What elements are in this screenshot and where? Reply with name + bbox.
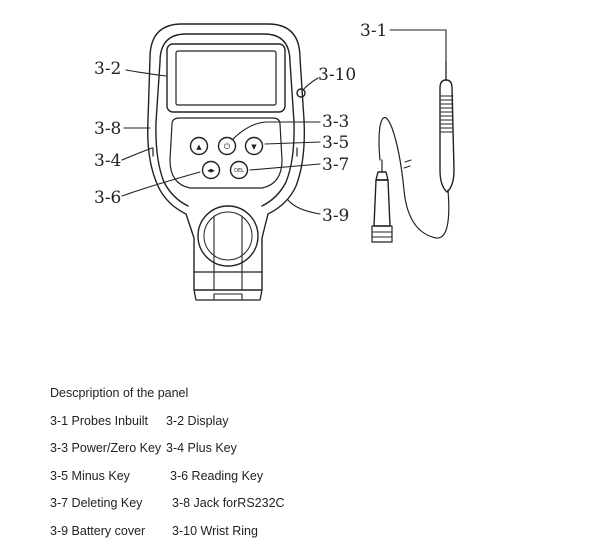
plus-key-mark: ▲ [196, 143, 202, 151]
device-body [148, 24, 305, 300]
probe-assembly [372, 62, 454, 242]
description-item: 3-3 Power/Zero Key [50, 435, 161, 462]
description-item: 3-1 Probes Inbuilt [50, 408, 148, 435]
callout-3-10: 3-10 [318, 65, 356, 85]
callout-3-9: 3-9 [322, 206, 349, 226]
minus-key-mark: ▼ [251, 143, 257, 151]
wrist-ring [297, 89, 305, 97]
callout-3-8: 3-8 [94, 119, 121, 139]
description-heading: Descpription of the panel [50, 380, 188, 407]
battery-cover [198, 206, 258, 266]
device-base [194, 272, 262, 300]
description-row [50, 518, 570, 545]
description-row [50, 435, 570, 463]
delete-key-mark: DEL [234, 168, 244, 174]
probe-handle [440, 80, 454, 192]
reading-key-mark: ◀▶ [207, 168, 215, 174]
description-heading-row [50, 380, 570, 408]
display-screen [176, 51, 276, 105]
description-item: 3-4 Plus Key [166, 435, 237, 462]
panel-description [50, 380, 570, 545]
callout-3-7: 3-7 [322, 155, 349, 175]
description-item: 3-10 Wrist Ring [172, 518, 258, 545]
description-item: 3-6 Reading Key [170, 463, 263, 490]
display-bezel [167, 44, 285, 112]
description-item: 3-7 Deleting Key [50, 490, 142, 517]
description-row [50, 408, 570, 436]
keypad-plate [170, 118, 282, 188]
callout-3-2: 3-2 [94, 59, 121, 79]
callout-3-3: 3-3 [322, 112, 349, 132]
callout-3-4: 3-4 [94, 151, 121, 171]
callout-3-6: 3-6 [94, 188, 121, 208]
callout-3-1: 3-1 [360, 21, 387, 41]
callout-3-5: 3-5 [322, 133, 349, 153]
description-row [50, 490, 570, 518]
description-item: 3-5 Minus Key [50, 463, 130, 490]
description-item: 3-8 Jack forRS232C [172, 490, 285, 517]
description-item: 3-2 Display [166, 408, 229, 435]
description-item: 3-9 Battery cover [50, 518, 145, 545]
description-row [50, 463, 570, 491]
power-key-mark: ⏻ [224, 142, 231, 151]
probe-small [374, 180, 390, 226]
